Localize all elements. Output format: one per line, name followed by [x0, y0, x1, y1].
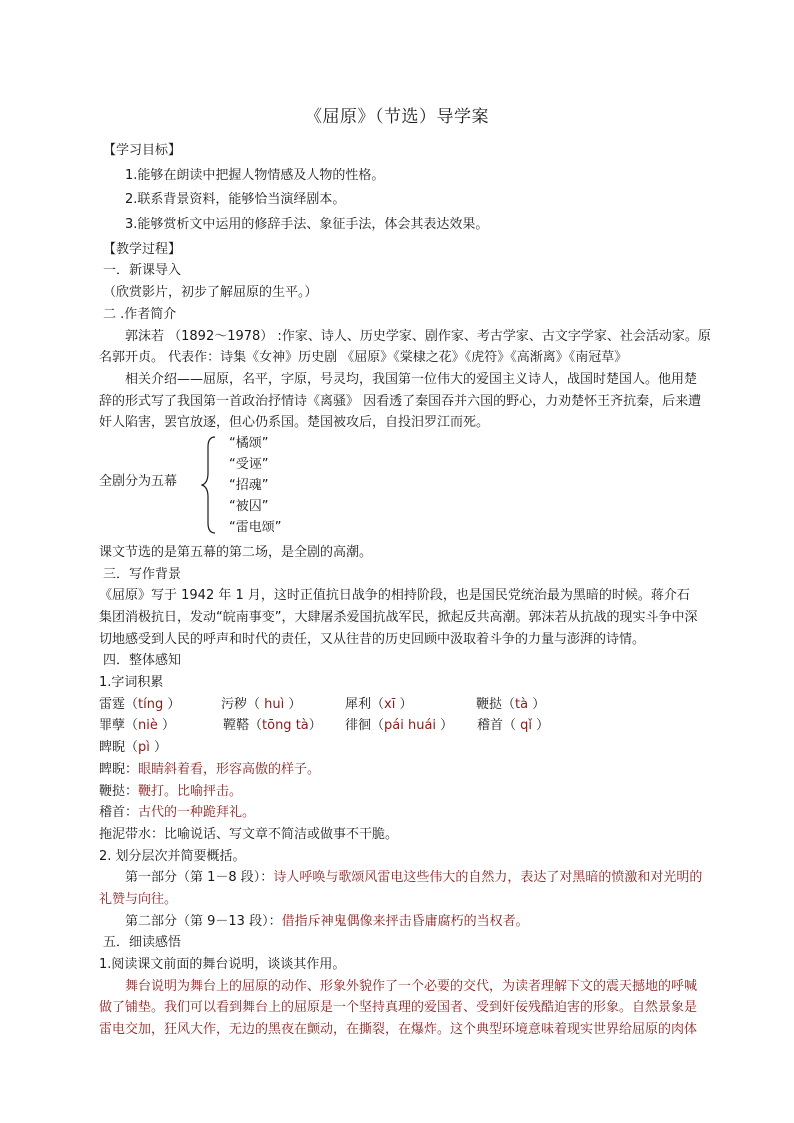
- page-title: 《屈原》（节选）导学案: [305, 107, 489, 127]
- five-acts-label: 全剧分为五幕: [99, 473, 178, 489]
- vocab-item: 鞺鞳（tōng tà）: [223, 718, 322, 734]
- background-line: 切地感受到人民的呼声和时代的责任，又从往昔的历史回顾中汲取着斗争的力量与澎湃的诗情。: [99, 631, 646, 647]
- definition-item: 拖泥带水：比喻说话、写文章不简洁或做事不干脆。: [99, 826, 399, 842]
- goal-item: 3.能够赏析文中运用的修辞手法、象征手法，体会其表达效果。: [125, 217, 489, 233]
- question: 1.阅读课文前面的舞台说明，谈谈其作用。: [99, 957, 346, 972]
- goal-item: 2.联系背景资料，能够恰当演绎剧本。: [125, 192, 346, 208]
- section-heading-goals: 【学习目标】: [103, 143, 182, 158]
- vocab-item: 雷霆（tíng ）: [99, 696, 181, 712]
- act-item: “受诬”: [229, 456, 269, 472]
- heading-close-reading: 五．细读感悟: [103, 935, 182, 951]
- vocab-row: [99, 694, 723, 716]
- author-paragraph-line: 名郭开贞。 代表作：诗集《女神》历史剧 《屈原》《棠棣之花》《虎符》《高渐离》《南冠草》: [99, 350, 628, 366]
- part-one: 第一部分（第 1－8 段）：诗人呼唤与歌颂风雷电这些伟大的自然力，表达了对黑暗的愤激和对光明的: [125, 870, 703, 886]
- vocab-item: 睥睨（pì ）: [99, 740, 168, 756]
- five-acts-block: [99, 434, 723, 542]
- curly-brace-icon: [201, 435, 217, 535]
- author-paragraph-line: 郭沫若 （1892～1978） :作家、诗人、历史学家、剧作家、考古学家、古文字学家、社会活动家。原: [125, 328, 711, 344]
- vocab-item: 罪孽（niè ）: [99, 718, 176, 734]
- act-item: “招魂”: [229, 477, 269, 493]
- answer-line: 做了铺垫。我们可以看到舞台上的屈原是一个坚持真理的爱国者、受到奸佞残酷迫害的形象。自然景象是: [99, 1000, 698, 1016]
- vocab-title: 1.字词积累: [99, 675, 164, 691]
- heading-new-lesson: 一．新课导入: [103, 263, 182, 279]
- intro-note: （欣赏影片，初步了解屈原的生平。）: [103, 285, 318, 301]
- vocab-item: 犀利（xī ）: [345, 696, 413, 712]
- vocab-item: 稽首（ qǐ ）: [477, 718, 550, 734]
- layers-title: 2. 划分层次并简要概括。: [99, 848, 246, 864]
- definition-item: 睥睨：眼睛斜着看，形容高傲的样子。: [99, 761, 321, 777]
- document-body: [99, 140, 723, 1041]
- vocab-row: [99, 715, 723, 737]
- heading-overview: 四．整体感知: [103, 653, 182, 669]
- answer-line: 雷电交加，狂风大作，无边的黑夜在颤动，在撕裂，在爆炸。这个典型环境意味着现实世界给屈原的肉体: [99, 1022, 698, 1038]
- background-line: 集团消极抗日，发动“皖南事变”，大肆屠杀爱国抗战军民，掀起反共高潮。郭沫若从抗战的现实斗争中深: [99, 610, 698, 625]
- heading-author: 二 .作者简介: [103, 306, 177, 322]
- goal-item: 1.能够在朗读中把握人物情感及人物的性格。: [125, 167, 385, 183]
- excerpt-note: 课文节选的是第五幕的第二场，是全剧的高潮。: [99, 544, 373, 560]
- vocab-row: [99, 737, 723, 759]
- section-heading-process: 【教学过程】: [103, 241, 182, 257]
- vocab-item: 污秽（ huì ）: [221, 696, 302, 712]
- definition-item: 稽首：古代的一种跪拜礼。: [99, 805, 256, 821]
- act-item: “被囚”: [229, 498, 269, 514]
- act-item: “橘颂”: [229, 435, 269, 451]
- background-line: 《屈原》写于 1942 年 1 月，这时正值抗日战争的相持阶段，也是国民党统治最为黑暗的时候。蒋介石: [99, 588, 690, 604]
- related-paragraph-line: 辞的形式写了我国第一首政治抒情诗《离骚》 因看透了秦国吞并六国的野心，力劝楚怀王齐抗秦，后来遭: [99, 393, 702, 409]
- answer-line: 舞台说明为舞台上的屈原的动作、形象外貌作了一个必要的交代，为读者理解下文的震天撼地的呼喊: [125, 978, 698, 994]
- act-item: “雷电颂”: [229, 519, 282, 535]
- part-two: 第二部分（第 9－13 段）：借指斥神鬼偶像来抨击昏庸腐朽的当权者。: [125, 913, 529, 929]
- vocab-item: 鞭挞（tà ）: [476, 696, 546, 712]
- definition-item: 鞭挞：鞭打。比喻抨击。: [99, 783, 243, 799]
- part-one-continued: 礼赞与向往。: [99, 891, 178, 907]
- related-paragraph-line: 相关介绍——屈原，名平，字原，号灵均，我国第一位伟大的爱国主义诗人，战国时楚国人。他用楚: [125, 371, 698, 387]
- vocab-item: 徘徊（pái huái ）: [345, 718, 454, 734]
- related-paragraph-line: 奸人陷害，罢官放逐，但心仍系国。楚国被攻后，自投汨罗江而死。: [99, 415, 490, 431]
- heading-background: 三．写作背景: [103, 566, 182, 582]
